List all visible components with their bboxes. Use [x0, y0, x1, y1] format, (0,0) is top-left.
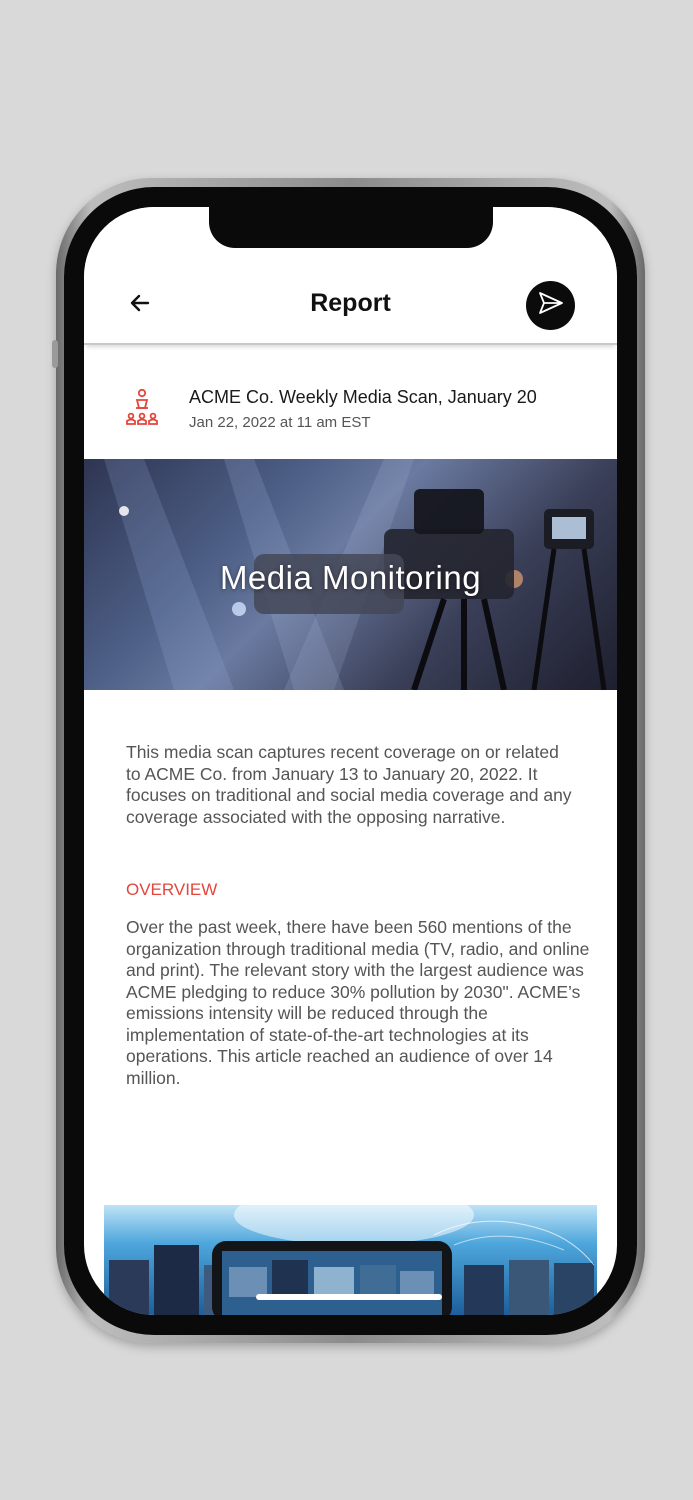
- phone-screen: [84, 207, 617, 1315]
- phone-side-button: [52, 340, 58, 368]
- hero-banner-image: [84, 459, 617, 690]
- send-button[interactable]: [526, 281, 575, 330]
- intro-paragraph: This media scan captures recent coverage on or related to ACME Co. from January 13 to January 20, 2022. It focuses on traditional and social media coverage and any coverage associated with the opposing narrative.: [126, 742, 572, 827]
- overview-heading: OVERVIEW: [126, 880, 218, 899]
- report-header: [84, 359, 617, 459]
- hero-title: Media Monitoring: [219, 559, 482, 596]
- report-date: Jan 22, 2022 at 11 am EST: [189, 414, 371, 431]
- paper-plane-icon: [537, 289, 565, 322]
- notch: [209, 207, 493, 248]
- page-title: Report: [310, 289, 391, 317]
- audience-presenter-icon: [124, 387, 160, 427]
- home-indicator: [256, 1294, 442, 1300]
- report-title: ACME Co. Weekly Media Scan, January 20: [189, 387, 537, 407]
- overview-paragraph: Over the past week, there have been 560 mentions of the organization through traditional media (TV, radio, and online and print). The relevant story with the largest audience was ACME pledging to reduce 30% pollution by 2030". ACME’s emissions intensity will be reduced through the implementation of state-of-the-art technologies at its operations. This article reached an audience of over 14 million.: [126, 917, 590, 1088]
